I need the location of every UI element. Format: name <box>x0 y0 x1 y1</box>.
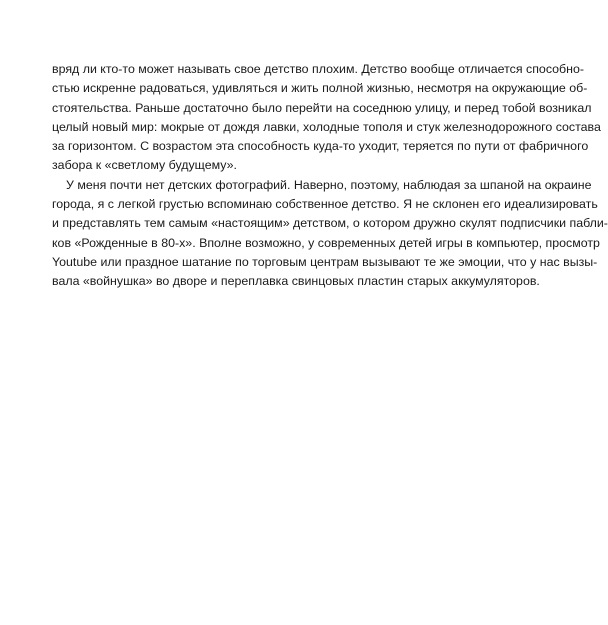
text-line: Youtube или праздное шатание по торговым центрам вызывают те же эмоции, что у нас вызы- <box>52 254 598 269</box>
text-line: У меня почти нет детских фотографий. Наверно, поэтому, наблюдая за шпаной на окраине <box>66 177 592 192</box>
text-line: вряд ли кто-то может называть свое детство плохим. Детство вообще отличается способно- <box>52 62 584 76</box>
text-line: за горизонтом. С возрастом эта способность куда-то уходит, теряется по пути от фабричного <box>52 139 589 154</box>
paragraph-1 <box>52 60 601 176</box>
text-line: забора к «светлому будущему». <box>52 158 237 173</box>
body-text <box>52 60 608 292</box>
paragraph-2 <box>52 176 608 292</box>
text-line: целый новый мир: мокрые от дождя лавки, холодные тополя и стук железнодорожного состава <box>52 119 601 134</box>
text-line: города, я с легкой грустью вспоминаю собственное детство. Я не склонен его идеализировать <box>52 197 598 212</box>
text-line: и представлять тем самым «настоящим» детством, о котором дружно скулят подписчики пабли- <box>52 216 608 231</box>
text-line: вала «войнушка» во дворе и переплавка свинцовых пластин старых аккумуляторов. <box>52 274 540 289</box>
text-line: стью искренне радоваться, удивляться и жить полной жизнью, несмотря на окружающие об- <box>52 81 588 96</box>
text-line: стоятельства. Раньше достаточно было перейти на соседнюю улицу, и перед тобой возникал <box>52 100 592 115</box>
text-line: ков «Рожденные в 80-х». Вполне возможно, у современных детей игры в компьютер, просмотр <box>52 235 600 250</box>
